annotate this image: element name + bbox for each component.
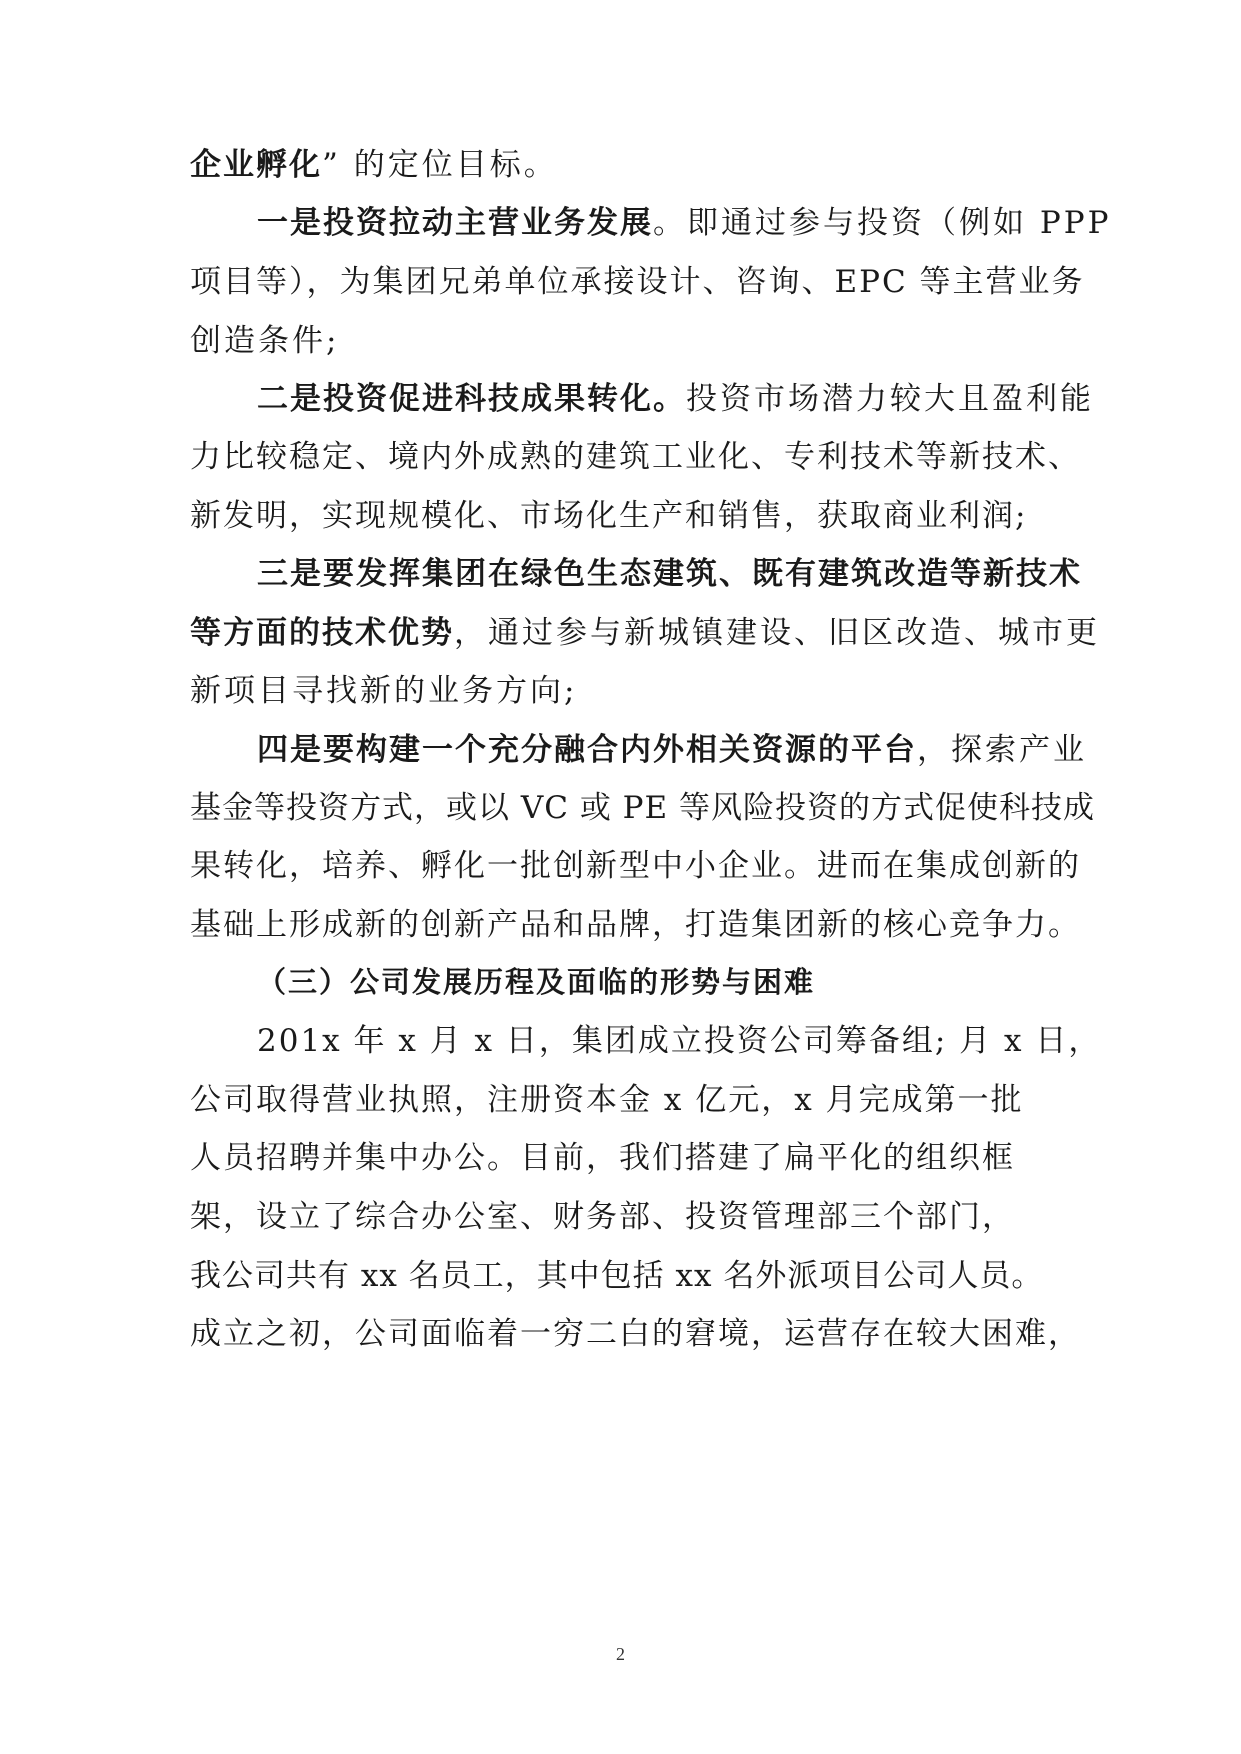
body-text: 投资市场潜力较大且盈利能 <box>686 381 1094 417</box>
bold-phrase: 企业孵化 <box>190 147 322 183</box>
body-text: 力比较稳定、境内外成熟的建筑工业化、专利技术等新技术、 <box>190 439 1081 475</box>
text-line <box>257 554 1082 594</box>
text-line <box>190 613 1100 653</box>
text-line <box>190 145 1050 185</box>
body-text: 201x 年 x 月 x 日，集团成立投资公司筹备组; 月 x 日， <box>257 1023 1102 1059</box>
body-text: 果转化，培养、孵化一批创新型中小企业。进而在集成创新的 <box>190 848 1081 884</box>
text-line <box>190 788 1096 828</box>
text-line <box>190 1080 1050 1120</box>
text-line <box>190 1138 1050 1178</box>
bold-phrase: 等方面的技术优势 <box>190 615 454 651</box>
text-line <box>257 1021 1102 1061</box>
section-heading <box>257 962 1117 1002</box>
body-text: 基础上形成新的创新产品和品牌，打造集团新的核心竞争力。 <box>190 907 1081 943</box>
body-text: 。即通过参与投资（例如 PPP <box>653 205 1112 241</box>
text-line <box>190 1314 1081 1354</box>
body-text: ，探索产业 <box>917 732 1087 768</box>
bold-phrase: 四是要构建一个充分融合内外相关资源的平台 <box>257 732 917 768</box>
body-text: ” 的定位目标。 <box>322 147 558 183</box>
text-line <box>190 1197 1050 1237</box>
body-text: 人员招聘并集中办公。目前，我们搭建了扁平化的组织框 <box>190 1140 1015 1176</box>
text-line <box>190 437 1081 477</box>
text-line <box>190 671 1050 711</box>
body-text: 我公司共有 xx 名员工，其中包括 xx 名外派项目公司人员。 <box>190 1258 1044 1294</box>
body-text: 成立之初，公司面临着一穷二白的窘境，运营存在较大困难， <box>190 1316 1081 1352</box>
text-line <box>190 905 1081 945</box>
body-text: 基金等投资方式，或以 VC 或 PE 等风险投资的方式促使科技成 <box>190 790 1096 826</box>
text-line <box>257 379 1094 419</box>
bold-phrase: 二是投资促进科技成果转化。 <box>257 381 686 417</box>
body-text: 公司取得营业执照，注册资本金 x 亿元，x 月完成第一批 <box>190 1082 1024 1118</box>
text-line <box>190 846 1081 886</box>
text-line <box>257 203 1112 243</box>
text-line <box>190 1256 1050 1296</box>
text-line <box>257 730 1087 770</box>
text-line <box>190 262 1085 302</box>
body-text: 架，设立了综合办公室、财务部、投资管理部三个部门， <box>190 1199 1015 1235</box>
page-number: 2 <box>616 1644 625 1664</box>
body-text: 创造条件; <box>190 323 340 359</box>
body-text: 新发明，实现规模化、市场化生产和销售，获取商业利润; <box>190 498 1028 534</box>
bold-phrase: 三是要发挥集团在绿色生态建筑、既有建筑改造等新技术 <box>257 556 1082 592</box>
body-text: 项目等），为集团兄弟单位承接设计、咨询、EPC 等主营业务 <box>190 264 1085 300</box>
bold-phrase: 一是投资拉动主营业务发展 <box>257 205 653 241</box>
body-text: 新项目寻找新的业务方向; <box>190 673 578 709</box>
heading-text: （三）公司发展历程及面临的形势与困难 <box>257 965 816 999</box>
text-line <box>190 496 1050 536</box>
body-text: ，通过参与新城镇建设、旧区改造、城市更 <box>454 615 1100 651</box>
text-line <box>190 321 1050 361</box>
